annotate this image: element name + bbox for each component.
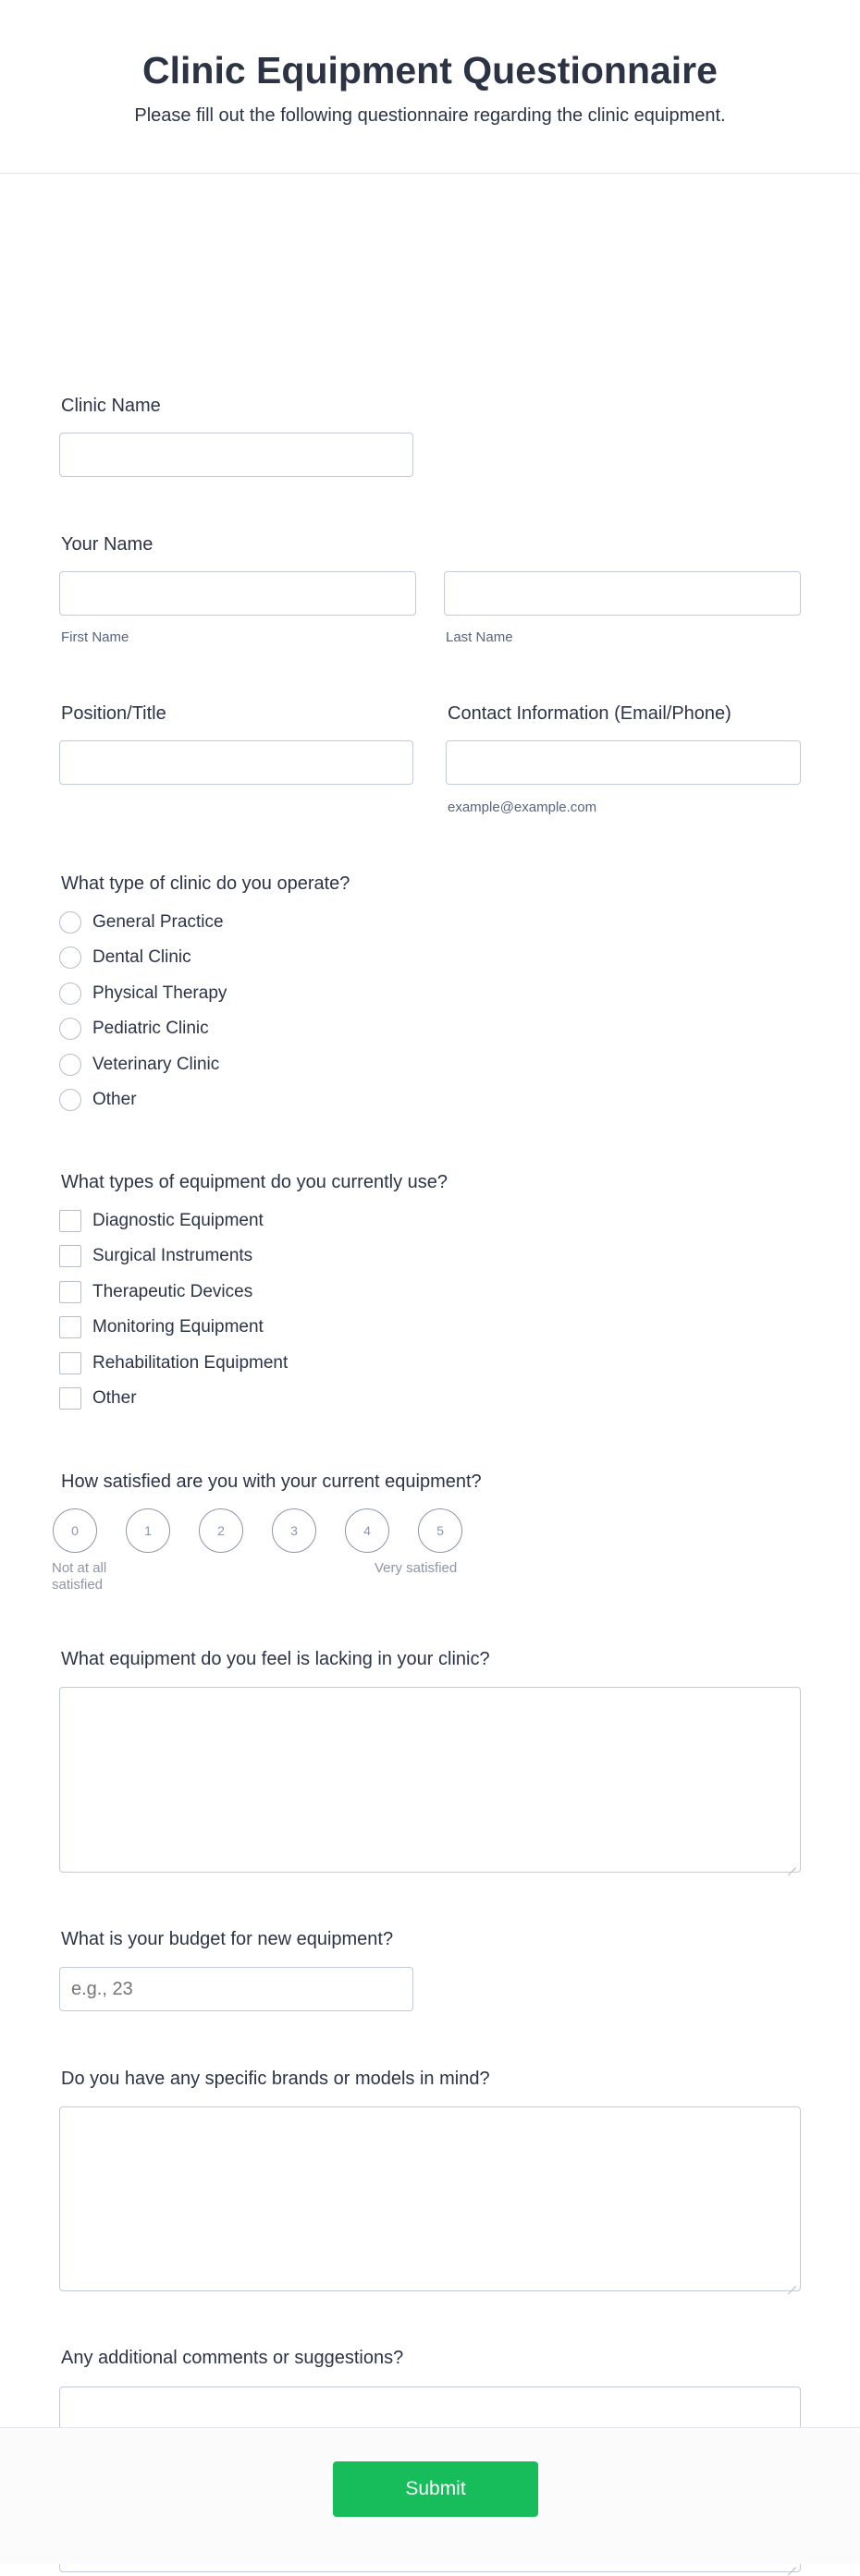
radio-button[interactable] [59,946,81,969]
equipment-type-option[interactable]: Diagnostic Equipment [59,1209,264,1233]
scale-option-3[interactable]: 3 [272,1508,316,1553]
radio-button[interactable] [59,1089,81,1111]
resize-handle-icon[interactable] [787,2277,796,2287]
clinic-type-label: What type of clinic do you operate? [61,873,350,894]
first-name-input[interactable] [59,571,416,616]
contact-label: Contact Information (Email/Phone) [448,703,731,724]
clinic-name-input[interactable] [59,433,413,477]
first-name-sublabel: First Name [61,629,129,645]
satisfaction-label: How satisfied are you with your current equipment? [61,1471,482,1492]
equipment-type-option[interactable]: Monitoring Equipment [59,1315,264,1339]
radio-button[interactable] [59,983,81,1005]
clinic-type-option[interactable]: Veterinary Clinic [59,1053,219,1077]
form-header [0,0,860,174]
scale-low-caption: Not at all satisfied [52,1560,107,1593]
scale-option-5[interactable]: 5 [418,1508,462,1553]
scale-option-4[interactable]: 4 [345,1508,389,1553]
equipment-types-label: What types of equipment do you currently use? [61,1172,448,1192]
scale-option-1[interactable]: 1 [126,1508,170,1553]
lacking-label: What equipment do you feel is lacking in your clinic? [61,1649,490,1669]
equipment-type-option[interactable]: Other [59,1386,137,1410]
page-subtitle: Please fill out the following questionnaire regarding the clinic equipment. [134,105,726,126]
checkbox[interactable] [59,1245,81,1267]
position-input[interactable] [59,740,413,785]
equipment-type-option[interactable]: Therapeutic Devices [59,1280,252,1304]
lacking-textarea[interactable] [59,1687,801,1873]
submit-button[interactable]: Submit [333,2461,538,2517]
checkbox[interactable] [59,1281,81,1303]
checkbox[interactable] [59,1316,81,1338]
last-name-sublabel: Last Name [446,629,513,645]
budget-label: What is your budget for new equipment? [61,1929,394,1949]
your-name-label: Your Name [61,534,154,555]
clinic-name-label: Clinic Name [61,396,161,416]
scale-high-caption: Very satisfied [375,1560,458,1576]
equipment-type-option[interactable]: Surgical Instruments [59,1244,252,1268]
checkbox[interactable] [59,1352,81,1374]
comments-label: Any additional comments or suggestions? [61,2348,404,2368]
radio-button[interactable] [59,911,81,934]
clinic-type-option[interactable]: Pediatric Clinic [59,1017,209,1041]
page-title: Clinic Equipment Questionnaire [142,49,718,92]
radio-button[interactable] [59,1018,81,1040]
budget-input[interactable] [59,1967,413,2011]
clinic-type-option[interactable]: Physical Therapy [59,982,227,1006]
resize-handle-icon[interactable] [787,1859,796,1868]
equipment-type-option[interactable]: Rehabilitation Equipment [59,1351,288,1375]
clinic-type-option[interactable]: General Practice [59,910,224,934]
brands-textarea[interactable] [59,2106,801,2291]
last-name-input[interactable] [444,571,801,616]
checkbox[interactable] [59,1387,81,1410]
clinic-type-option[interactable]: Dental Clinic [59,946,191,970]
scale-option-0[interactable]: 0 [53,1508,97,1553]
scale-option-2[interactable]: 2 [199,1508,243,1553]
contact-sublabel: example@example.com [448,800,597,815]
contact-input[interactable] [446,740,801,785]
brands-label: Do you have any specific brands or models in mind? [61,2069,490,2089]
checkbox[interactable] [59,1210,81,1232]
radio-button[interactable] [59,1054,81,1076]
clinic-type-option[interactable]: Other [59,1088,137,1112]
position-label: Position/Title [61,703,166,724]
